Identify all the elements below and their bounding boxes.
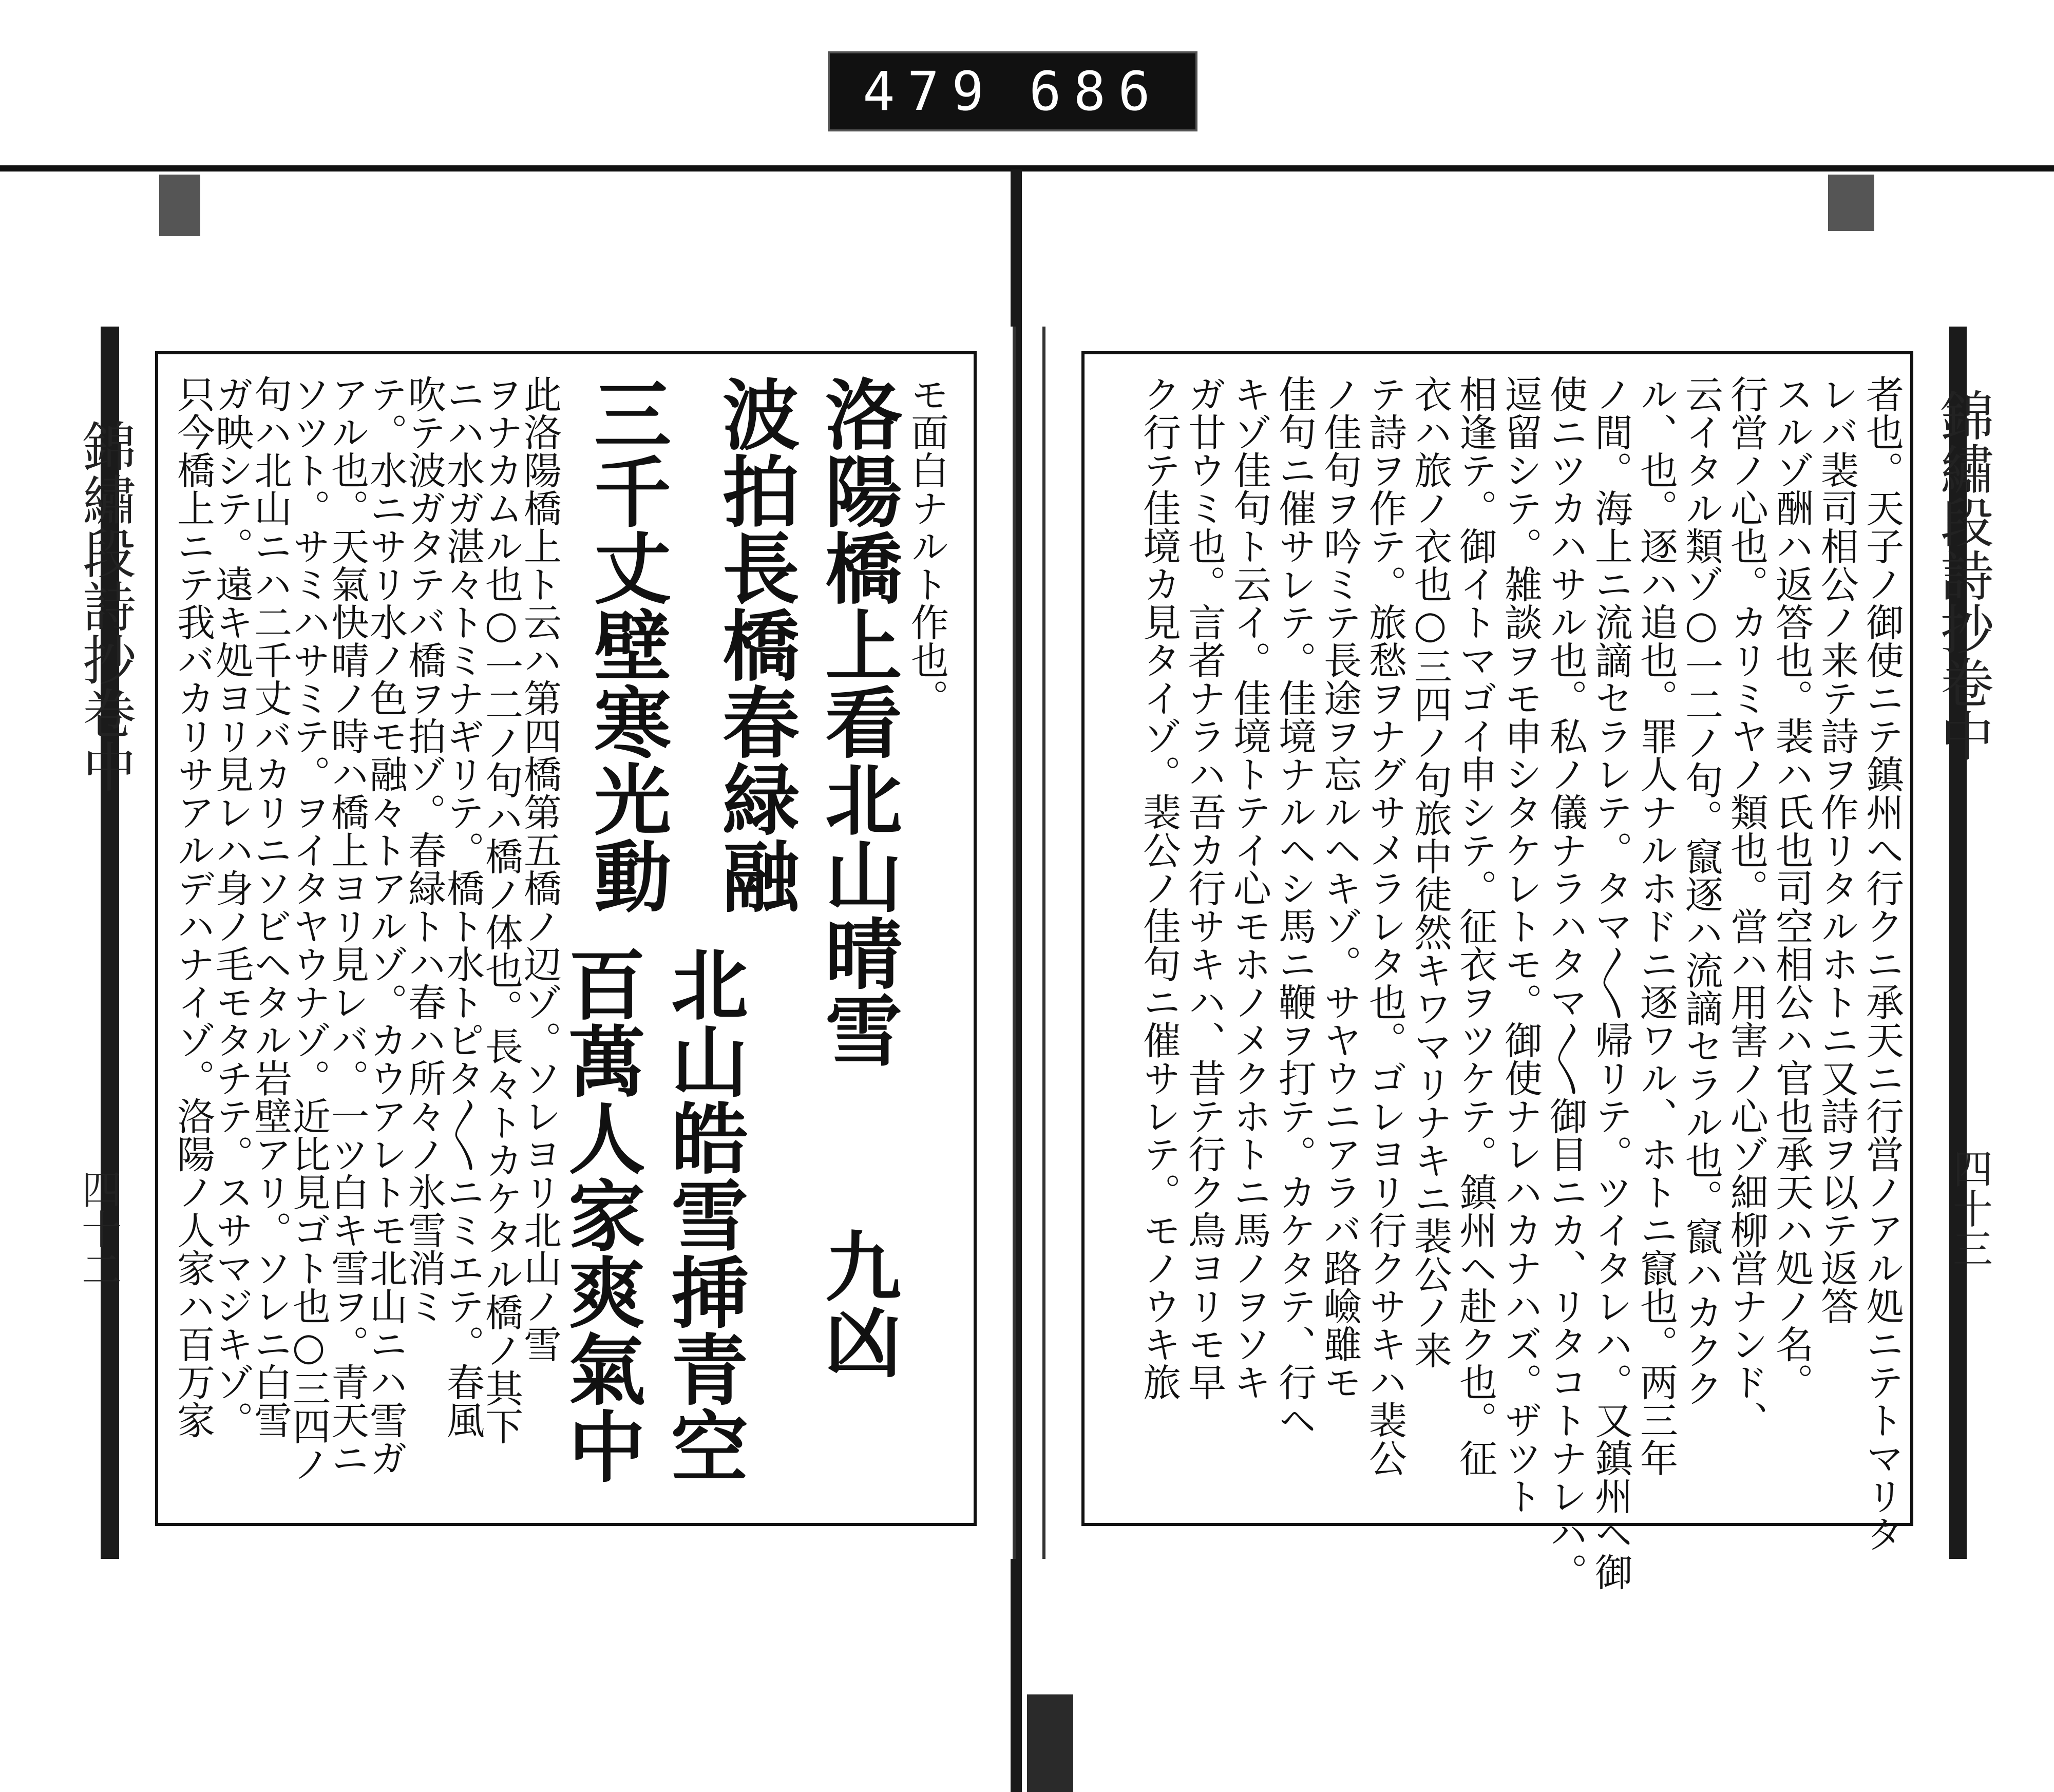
right-margin-title: 錦繡段詩抄卷中: [1931, 388, 1994, 762]
left-commentary-line: テ。水ニサリ水ノ色モ融々トアルゾ。カウアレトモ北山ニハ雪ガ: [364, 375, 408, 1477]
right-commentary-line: 者也。天子ノ御使ニテ鎮州へ行クニ承天ニ行営ノアル処ニテトマリタ: [1860, 375, 1904, 1553]
left-commentary-line: 此洛陽橋上ト云ハ第四橋第五橋ノ辺ゾ。ソレヨリ北山ノ雪: [518, 375, 562, 1363]
left-commentary-line: ソツト。サミハサミテ。ヲイタヤウナゾ。近比見ゴト也○三四ノ: [287, 375, 331, 1483]
right-commentary-line: ル、也。逐ハ追也。罪人ナルホドニ逐ワル、ホトニ竄也。两三年: [1634, 375, 1678, 1477]
left-top-line: モ面白ナルト作也。: [905, 375, 949, 717]
scan-smudge: [1828, 175, 1874, 231]
scan-smudge: [159, 175, 200, 236]
right-commentary-line: 佳句ニ催サレテ。佳境ナルヘシ馬ニ鞭ヲ打テ。カケタテ、行ヘ: [1272, 375, 1317, 1439]
right-commentary-line: 逗留シテ。雑談ヲモ申シタケレトモ。御使ナレハカナハズ。ザツト: [1498, 375, 1543, 1515]
left-page: [73, 327, 1016, 1559]
left-commentary-line: ヲナカムル也○一二ノ句ハ橋ノ体也。長々トカケタル橋ノ其下: [479, 375, 523, 1445]
right-text-frame: [1081, 351, 1913, 1591]
call-number-right: 686: [1029, 60, 1163, 123]
left-text-frame: [155, 351, 977, 1526]
right-commentary-line: 行営ノ心也。カリミヤノ類也。営ハ用害ノ心ゾ細柳営ナンド、: [1724, 375, 1768, 1439]
left-commentary-line: 吹テ波ガタテバ橋ヲ拍ゾ。春緑トハ春ハ所々ノ氷雪消ミ: [402, 375, 446, 1325]
right-commentary-line: ノ佳句ヲ吟ミテ長途ヲ忘ルヘキゾ。サヤウニアラバ路嶮雖モ: [1318, 375, 1362, 1401]
right-folio: 四十三: [1946, 1148, 1992, 1268]
verse-line-1-top: 洛陽橋上看北山晴雪: [812, 375, 902, 1068]
call-number-label: [828, 51, 1197, 131]
left-commentary-line: アル也。天氣快晴ノ時ハ橋上ヨリ見レバ。一ツ白キ雪ヲ。青天ニ: [325, 375, 369, 1477]
verse-line-3-top: 三千丈壁寒光動: [581, 375, 671, 914]
right-commentary-line: ク行テ佳境カ見タイゾ。裴公ノ佳句ニ催サレテ。モノウキ旅: [1137, 375, 1181, 1401]
right-commentary-line: 云イタル類ゾ○一二ノ句。竄逐ハ流謫セラル也。竄ハカクク: [1679, 375, 1723, 1407]
verse-line-2-bottom: 北山皓雪挿青空: [658, 945, 748, 1484]
right-commentary-line: ガ廿ウミ也。言者ナラハ吾カ行サキハ、昔テ行ク鳥ヨリモ早: [1182, 375, 1226, 1401]
right-commentary-line: 相逢テ。御イトマゴイ申シテ。征衣ヲツケテ。鎮州ヘ赴ク也。征: [1453, 375, 1497, 1477]
call-number-left: 479: [863, 60, 996, 123]
left-commentary-line: ガ映シテ。遠キ処ヨリ見レハ身ノ毛モタチテ。スサマジキゾ。: [210, 375, 254, 1439]
right-commentary-line: 衣ハ旅ノ衣也○三四ノ句旅中徒然キワマリナキニ裴公ノ来: [1408, 375, 1452, 1369]
right-commentary-line: キゾ佳句ト云イ。佳境トテイ心モホノメクホトニ馬ノヲソキ: [1227, 375, 1271, 1401]
right-commentary-line: スルゾ酬ハ返答也。裴ハ氏也司空相公ハ官也承天ハ処ノ名。: [1770, 375, 1814, 1401]
right-commentary-line: レバ裴司相公ノ来テ詩ヲ作リタルホトニ又詩ヲ以テ返答: [1815, 375, 1859, 1325]
left-commentary-line: 只今橋上ニテ我バカリサアルデハナイゾ。洛陽ノ人家ハ百万家: [171, 375, 215, 1439]
scan-smudge: [1027, 1694, 1073, 1792]
verse-line-3-bottom: 百萬人家爽氣中: [555, 945, 645, 1484]
left-commentary-line: ニハ水ガ湛々トミナギリテ。橋ト水トピタ〳〵ニミエテ。春風: [441, 375, 485, 1439]
right-commentary-line: テ詩ヲ作テ。旅愁ヲナグサメラレタ也。ゴレヨリ行クサキハ裴公: [1363, 375, 1407, 1477]
left-commentary-line: 句ハ北山ニハ二千丈バカリニソビヘタル岩壁アリ。ソレニ白雪: [248, 375, 292, 1439]
left-folio: 四十二: [75, 1169, 121, 1289]
right-page: [1042, 327, 1994, 1591]
right-commentary-line: ノ間。海上ニ流謫セラレテ。タマ〳〵帰リテ。ツイタレハ。又鎮州ヘ御: [1589, 375, 1633, 1591]
top-rule: [0, 165, 2054, 171]
verse-line-1-bottom: 九凶: [813, 1227, 902, 1379]
verse-line-2-top: 波拍長橋春緑融: [709, 375, 800, 914]
right-commentary-line: 使ニツカハサル也。私ノ儀ナラハタマ〳〵御目ニカ、リタコトナレハ。: [1544, 375, 1588, 1591]
left-margin-title: 錦繡段詩抄卷中: [73, 419, 136, 793]
